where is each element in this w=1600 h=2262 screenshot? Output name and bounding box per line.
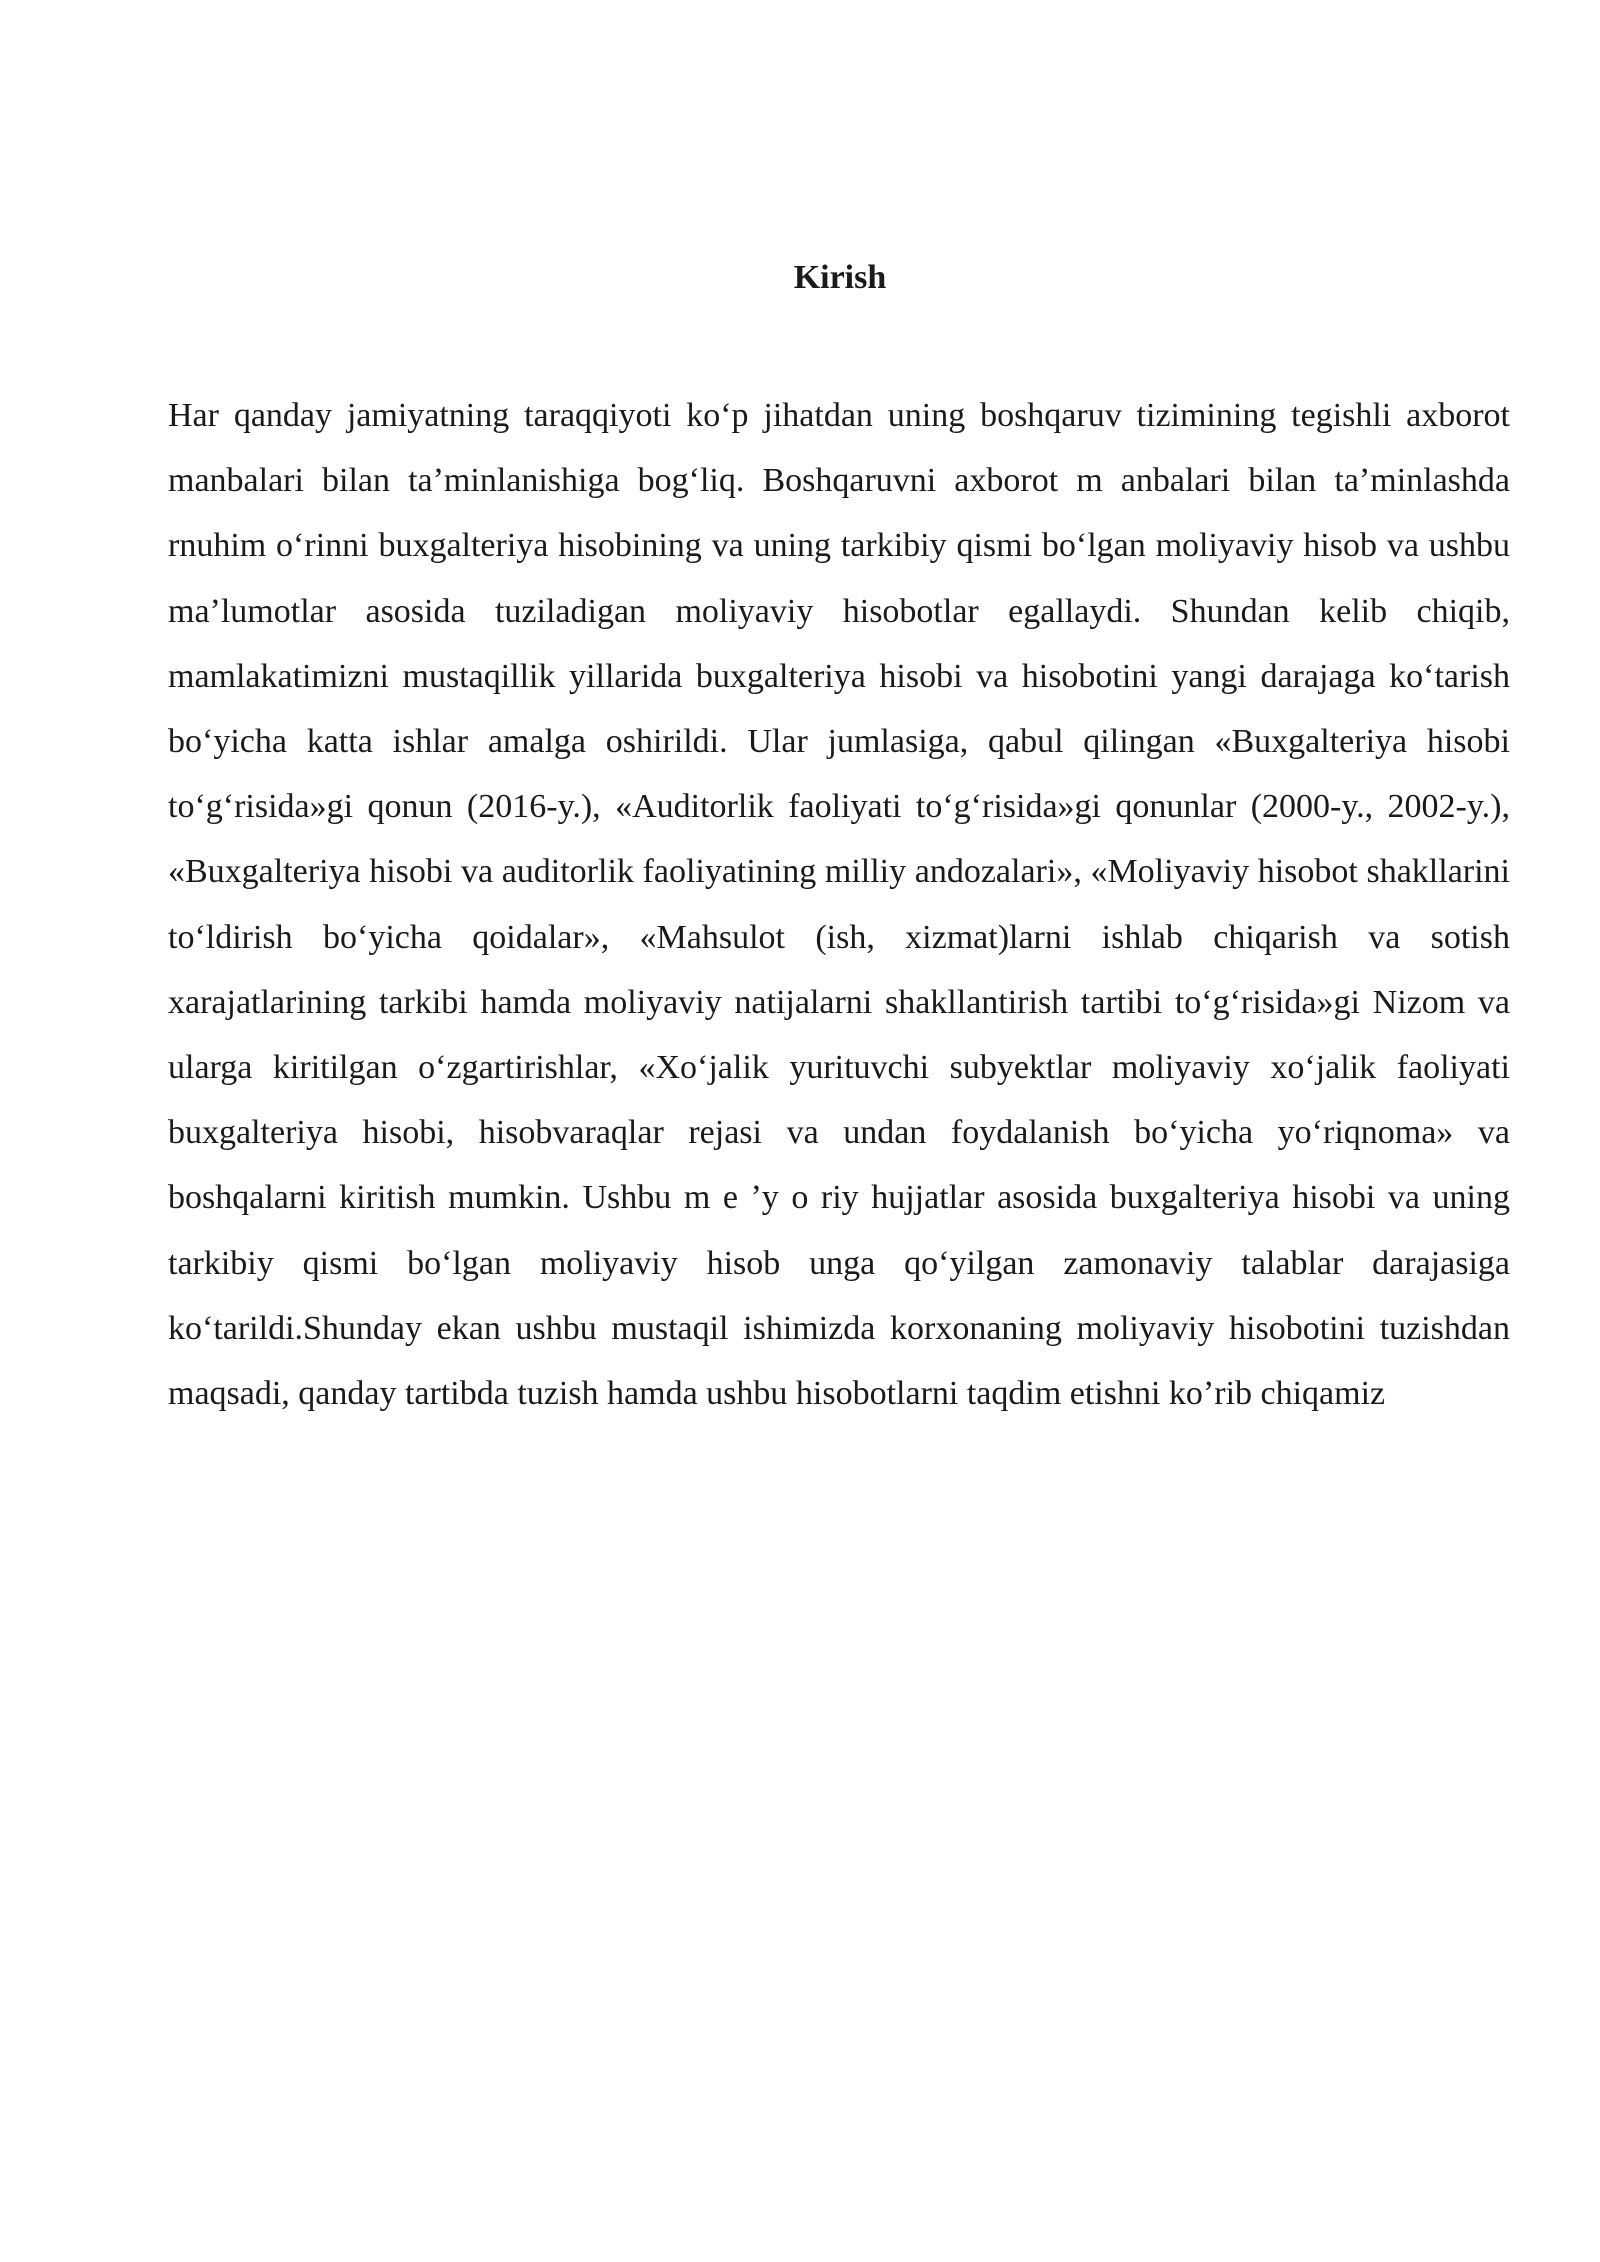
introduction-paragraph: Har qanday jamiyatning taraqqiyoti koʻp jihatdan uning boshqaruv tizimining tegishli axborot manbalari bilan taʼminlanishiga bogʻliq. Boshqaruvni axborot m anbalari bilan taʼminlashda rnuhim oʻrinni buxgalteriya hisobining va uning tarkibiy qismi boʻlgan moliyaviy hisob va ushbu maʼlumotlar asosida tuziladigan moliyaviy hisobotlar egallaydi. Shundan kelib chiqib, mamlakatimizni mustaqillik yillarida buxgalteriya hisobi va hisobotini yangi darajaga koʻtarish boʻyicha katta ishlar amalga oshirildi. Ular jumlasiga, qabul qilingan «Buxgalteriya hisobi toʻgʻrisida»gi qonun (2016-y.), «Auditorlik faoliyati toʻgʻrisida»gi qonunlar (2000-y., 2002-y.), «Buxgalteriya hisobi va auditorlik faoliyatining milliy andozalari», «Moliyaviy hisobot shakllarini toʻldirish boʻyicha qoidalar», «Mahsulot (ish, xizmat)larni ishlab chiqarish va sotish xarajatlarining tarkibi hamda moliyaviy natijalarni shakllantirish tartibi toʻgʻrisida»gi Nizom va ularga kiritilgan oʻzgartirishlar, «Xoʻjalik yurituvchi subyektlar moliyaviy xoʻjalik faoliyati buxgalteriya hisobi, hisobvaraqlar rejasi va undan foydalanish boʻyicha yoʻriqnoma» va boshqalarni kiritish mumkin. Ushbu m e ʼy o riy hujjatlar asosida buxgalteriya hisobi va uning tarkibiy qismi boʻlgan moliyaviy hisob unga qoʻyilgan zamonaviy talablar darajasiga koʻtarildi.Shunday ekan ushbu mustaqil ishimizda korxonaning moliyaviy hisobotini tuzishdan maqsadi, qanday tartibda tuzish hamda ushbu hisobotlarni taqdim etishni koʼrib chiqamiz: [168, 397, 1510, 1413]
page-title: Kirish: [793, 259, 887, 296]
